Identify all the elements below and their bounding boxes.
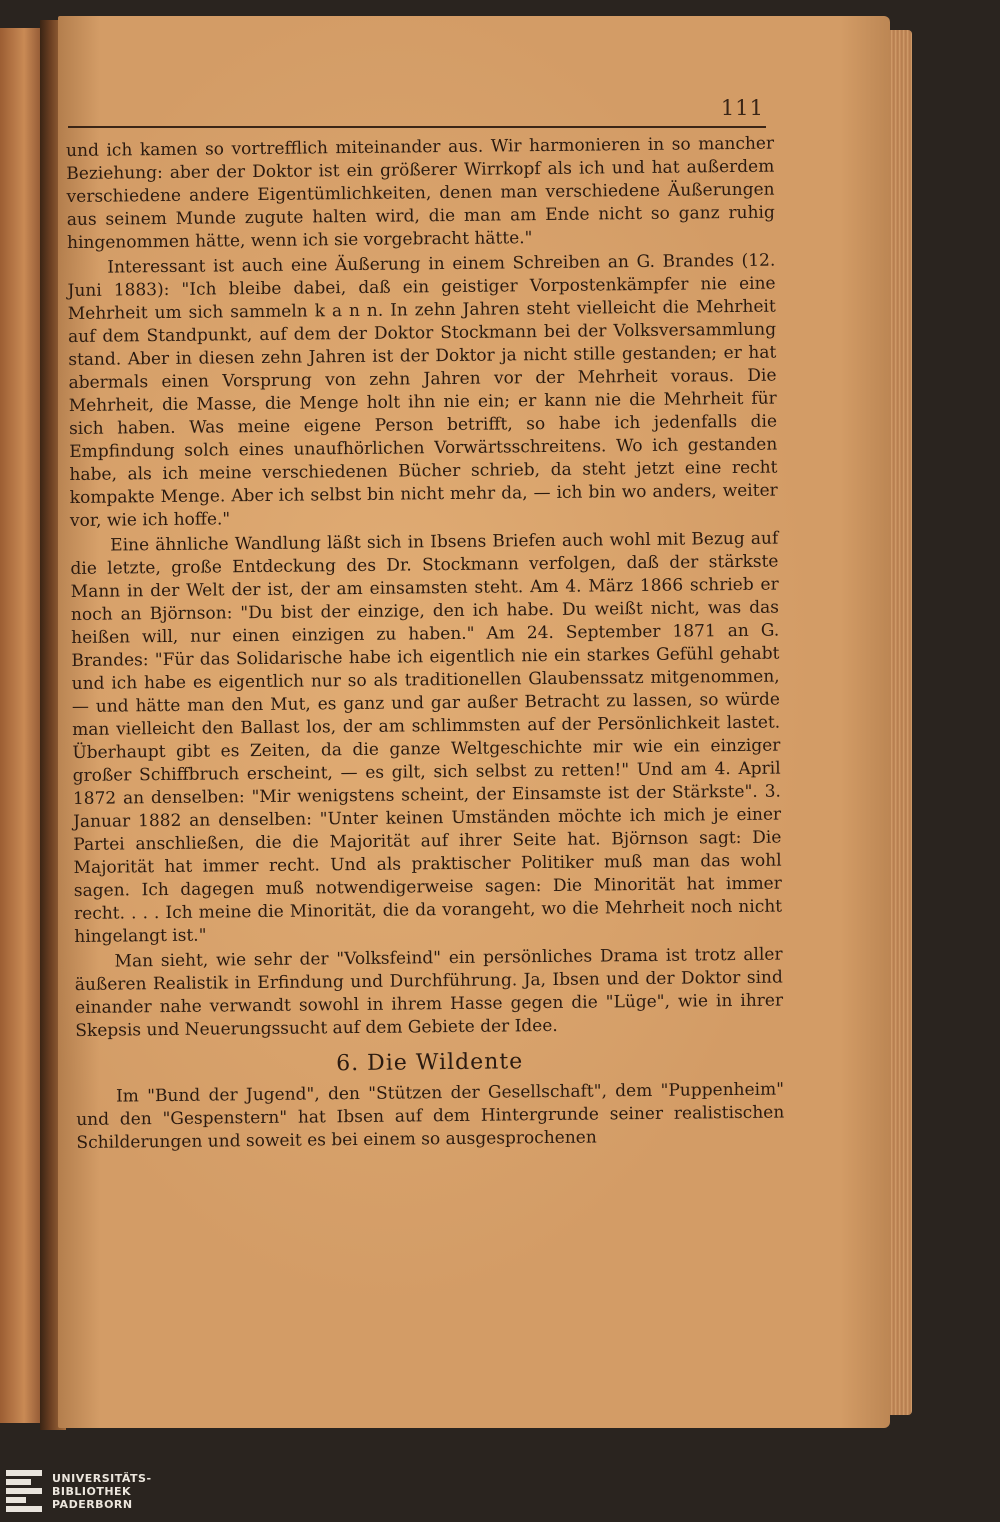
paragraph-4: Man sieht, wie sehr der "Volksfeind" ein persönliches Drama ist trotz aller äußeren Realistik in Erfindung und Durchführung. Ja, Ibsen und der Doktor sind einander nahe verwandt sowohl in ihrem Hasse gegen die "Lüge", wie in ihrer Skepsis und Neuerungssucht auf dem Gebiete der Idee.	[74, 944, 784, 1041]
page-stack-edge	[888, 30, 912, 1415]
page-body	[66, 133, 785, 1157]
library-name-line-3: PADERBORN	[52, 1497, 133, 1511]
library-logo-icon	[6, 1470, 42, 1512]
header-rule	[68, 126, 766, 128]
closing-paragraph: Im "Bund der Jugend", den "Stützen der Gesellschaft", dem "Puppenheim" und den "Gespenstern" hat Ibsen auf dem Hintergrunde seiner realistischen Schilderungen und soweit es bei einem so ausgesprochenen	[76, 1079, 785, 1153]
left-page-edge	[0, 28, 44, 1423]
paragraph-1: und ich kamen so vortrefflich miteinander aus. Wir harmonieren in so mancher Beziehung: aber der Doktor ist ein größerer Wirrkopf als ich und hat außerdem verschiedene andere Eigentümlichkeiten, denen man verschiedene Äußerungen aus seinem Munde zugute halten wird, die man am Ende nicht so ganz ruhig hingenommen hätte, wenn ich sie vorgebracht hätte."	[66, 133, 775, 253]
library-badge	[6, 1470, 152, 1512]
section-heading: 6. Die Wildente	[335, 1049, 524, 1077]
paragraph-3: Eine ähnliche Wandlung läßt sich in Ibsens Briefen auch wohl mit Bezug auf die letzte, große Entdeckung des Dr. Stockmann verfolgen, daß der stärkste Mann in der Welt der ist, der am einsamsten steht. Am 4. März 1866 schrieb er noch an Björnson: "Du bist der einzige, den ich habe. Du weißt nicht, was das heißen will, nur einen einzigen zu haben." Am 24. September 1871 an G. Brandes: "Für das Solidarische habe ich eigentlich nie ein starkes Gefühl gehabt und ich habe es eigentlich nur so als traditionellen Glaubenssatz mitgenommen, — und hätte man den Mut, es ganz und gar außer Betracht zu lassen, so würde man vielleicht den Ballast los, der am schlimmsten auf der Persönlichkeit lastet. Überhaupt gibt es Zeiten, da die ganze Weltgeschichte mir wie ein einziger großer Schiffbruch erscheint, — es gilt, sich selbst zu retten!" Und am 4. April 1872 an denselben: "Mir wenigstens scheint, der Einsamste ist der Stärkste". 3. Januar 1882 an denselben: "Unter keinen Umständen möchte ich mich je einer Partei anschließen, die die Majorität auf ihrer Seite hat. Björnson sagt: Die Majorität hat immer recht. Und als praktischer Politiker muß man das wohl sagen. Ich dagegen muß notwendigerweise sagen: Die Minorität hat immer recht. . . . Ich meine die Minorität, die da vorangeht, wo die Mehrheit noch nicht hingelangt ist."	[70, 528, 783, 947]
library-name-line-2: BIBLIOTHEK	[52, 1484, 132, 1498]
paragraph-2: Interessant ist auch eine Äußerung in einem Schreiben an G. Brandes (12. Juni 1883): "Ich bleibe dabei, daß ein geistiger Vorpostenkämpfer nie eine Mehrheit um sich sammeln k a n n. In zehn Jahren steht vielleicht die Mehrheit auf dem Standpunkt, auf dem der Doktor Stockmann bei der Volksversammlung stand. Aber in diesen zehn Jahren ist der Doktor ja nicht stille gestanden; er hat abermals einen Vorsprung von zehn Jahren vor der Mehrheit voraus. Die Mehrheit, die Masse, die Menge holt ihn nie ein; er kann nie die Mehrheit für sich haben. Was meine eigene Person betrifft, so habe ich jedenfalls die Empfindung solch eines unaufhörlichen Vorwärtsschreitens. Wo ich gestanden habe, als ich meine verschiedenen Bücher schrieb, da steht jetzt eine recht kompakte Menge. Aber ich selbst bin nicht mehr da, — ich bin wo anders, weiter vor, wie ich hoffe."	[67, 250, 778, 531]
page-number: 111	[720, 96, 764, 120]
library-name-line-1: UNIVERSITÄTS-	[52, 1471, 152, 1485]
library-name	[52, 1472, 152, 1511]
